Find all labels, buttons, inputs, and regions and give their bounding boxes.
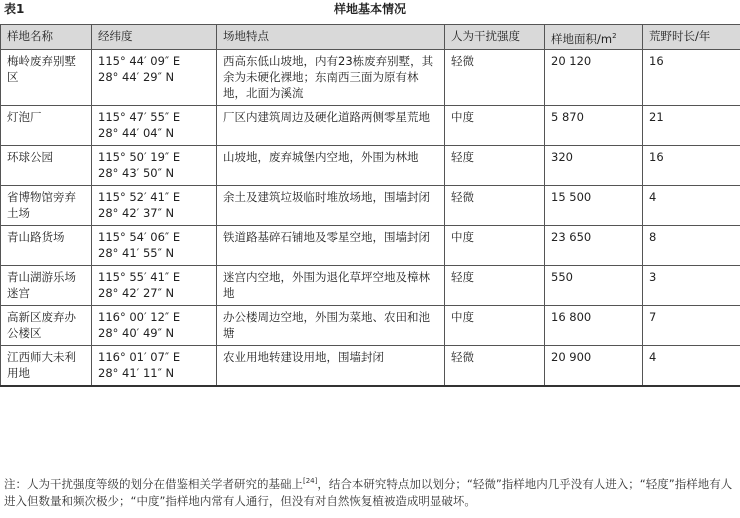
cell-coord (92, 49, 217, 105)
header-years: 荒野时长/年 (643, 25, 740, 50)
cell-lat: 28° 44′ 29″ N (98, 69, 175, 84)
cell-area: 23 650 (545, 225, 643, 265)
cell-area: 20 120 (545, 49, 643, 105)
cell-area: 550 (545, 265, 643, 305)
cell-disturbance: 轻度 (445, 145, 545, 185)
cell-years: 16 (643, 49, 740, 105)
cell-features: 余土及建筑垃圾临时堆放场地，围墙封闭 (217, 185, 445, 225)
cell-lon: 115° 55′ 41″ E (98, 269, 181, 284)
table-row (1, 345, 740, 386)
cell-lon: 115° 47′ 55″ E (98, 109, 181, 124)
cell-lon: 115° 52′ 41″ E (98, 189, 181, 204)
cell-name: 高新区废弃办公楼区 (1, 305, 92, 345)
cell-disturbance: 轻微 (445, 345, 545, 386)
cell-lat: 28° 42′ 27″ N (98, 285, 175, 300)
cell-features: 厂区内建筑周边及硬化道路两侧零星荒地 (217, 105, 445, 145)
cell-area: 15 500 (545, 185, 643, 225)
cell-features: 铁道路基碎石铺地及零星空地，围墙封闭 (217, 225, 445, 265)
cell-name: 灯泡厂 (1, 105, 92, 145)
cell-features: 办公楼周边空地，外围为菜地、农田和池塘 (217, 305, 445, 345)
cell-lat: 28° 41′ 55″ N (98, 245, 175, 260)
cell-years: 4 (643, 345, 740, 386)
cell-lon: 116° 01′ 07″ E (98, 349, 181, 364)
cell-disturbance: 中度 (445, 225, 545, 265)
header-name: 样地名称 (1, 25, 92, 50)
table-row (1, 305, 740, 345)
cell-lon: 115° 54′ 06″ E (98, 229, 181, 244)
cell-features: 山坡地，废弃城堡内空地，外围为林地 (217, 145, 445, 185)
cell-years: 3 (643, 265, 740, 305)
cell-area: 5 870 (545, 105, 643, 145)
cell-years: 21 (643, 105, 740, 145)
table-note (4, 476, 738, 510)
cell-years: 7 (643, 305, 740, 345)
cell-lon: 115° 44′ 09″ E (98, 53, 181, 68)
cell-disturbance: 轻微 (445, 185, 545, 225)
cell-name: 青山湖游乐场迷宫 (1, 265, 92, 305)
header-area (545, 25, 643, 50)
cell-name: 环球公园 (1, 145, 92, 185)
cell-coord (92, 265, 217, 305)
cell-lon: 115° 50′ 19″ E (98, 149, 181, 164)
cell-years: 8 (643, 225, 740, 265)
cell-lat: 28° 43′ 50″ N (98, 165, 175, 180)
cell-area: 16 800 (545, 305, 643, 345)
table-number: 表1 (4, 2, 25, 16)
header-area-label: 样地面积/m (551, 31, 613, 46)
cell-features: 迷宫内空地，外围为退化草坪空地及樟林地 (217, 265, 445, 305)
table-row (1, 145, 740, 185)
site-table (0, 24, 740, 387)
cell-coord (92, 145, 217, 185)
cell-features: 农业用地转建设用地，围墙封闭 (217, 345, 445, 386)
cell-coord (92, 225, 217, 265)
note-reference: [24] (303, 477, 318, 486)
cell-disturbance: 中度 (445, 105, 545, 145)
table-row (1, 265, 740, 305)
cell-lat: 28° 41′ 11″ N (98, 365, 175, 380)
cell-lat: 28° 44′ 04″ N (98, 125, 175, 140)
header-coord: 经纬度 (92, 25, 217, 50)
cell-features: 西高东低山坡地，内有23栋废弃别墅，其余为未硬化裸地；东南西三面为原有林地，北面为溪流 (217, 49, 445, 105)
cell-coord (92, 105, 217, 145)
cell-disturbance: 中度 (445, 305, 545, 345)
cell-coord (92, 345, 217, 386)
cell-lat: 28° 40′ 49″ N (98, 325, 175, 340)
cell-lat: 28° 42′ 37″ N (98, 205, 175, 220)
table-row (1, 225, 740, 265)
table-row (1, 49, 740, 105)
table-row (1, 185, 740, 225)
cell-name: 省博物馆旁弃土场 (1, 185, 92, 225)
cell-name: 梅岭废弃别墅区 (1, 49, 92, 105)
cell-area: 320 (545, 145, 643, 185)
cell-name: 青山路货场 (1, 225, 92, 265)
header-disturbance: 人为干扰强度 (445, 25, 545, 50)
table-row (1, 105, 740, 145)
note-text-start: 注：人为干扰强度等级的划分在借鉴相关学者研究的基础上 (4, 477, 303, 491)
note-text-end: ，结合本研究特点加以划分；“轻微”指样地内几乎没有人进入；“轻度”指样地有人进入但数量和频次极少；“中度”指样地内常有人通行，但没有对自然恢复植被造成明显破坏。 (4, 477, 733, 508)
cell-area: 20 900 (545, 345, 643, 386)
cell-coord (92, 305, 217, 345)
header-area-sup: 2 (612, 32, 617, 40)
header-features: 场地特点 (217, 25, 445, 50)
cell-coord (92, 185, 217, 225)
cell-years: 4 (643, 185, 740, 225)
cell-lon: 116° 00′ 12″ E (98, 309, 181, 324)
table-header-row (1, 25, 740, 50)
cell-disturbance: 轻微 (445, 49, 545, 105)
cell-years: 16 (643, 145, 740, 185)
table-title: 样地基本情况 (333, 2, 406, 16)
cell-disturbance: 轻度 (445, 265, 545, 305)
cell-name: 江西师大未利用地 (1, 345, 92, 386)
